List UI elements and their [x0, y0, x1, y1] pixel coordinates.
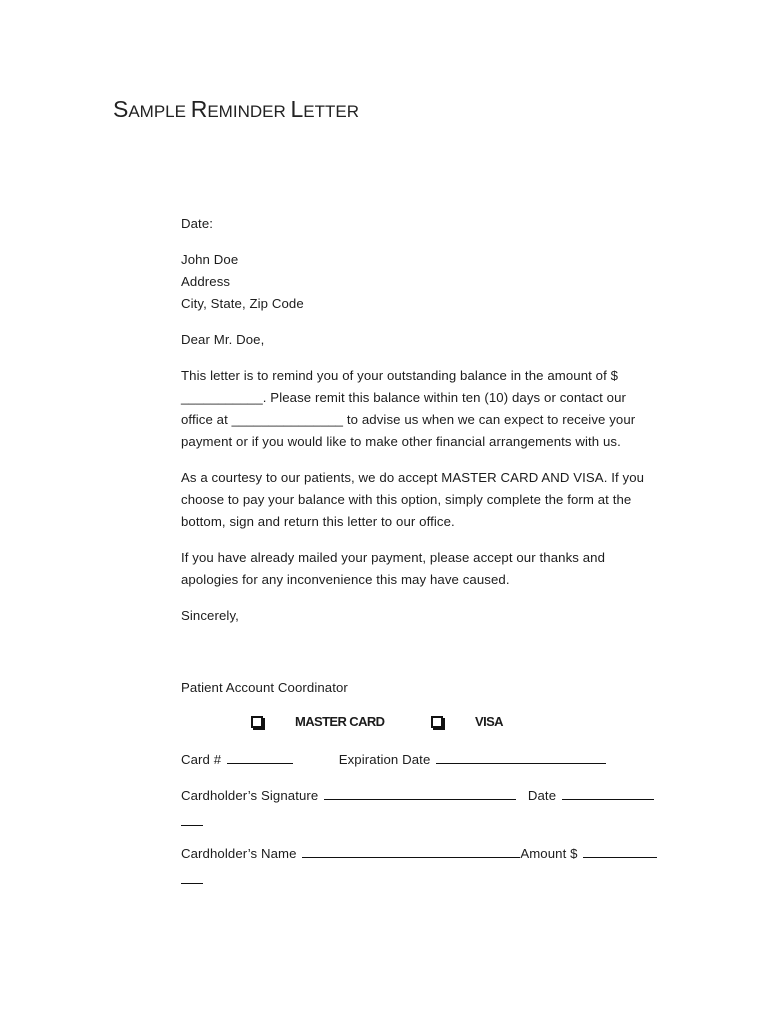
salutation: Dear Mr. Doe, [181, 332, 265, 347]
expiration-field[interactable] [436, 750, 606, 764]
date-field-label: Date [527, 788, 557, 803]
paragraph-2-line: bottom, sign and return this letter to our office. [181, 514, 455, 529]
mastercard-option[interactable] [251, 714, 384, 729]
paragraph-1-line: ___________. Please remit this balance within ten (10) days or contact our [181, 390, 627, 405]
signature-label: Cardholder’s Signature [181, 788, 319, 803]
page-title [113, 96, 359, 123]
paragraph-2-line: As a courtesy to our patients, we do accept MASTER CARD AND VISA. If you [181, 470, 645, 485]
amount-field[interactable] [583, 844, 657, 858]
paragraph-3-line: If you have already mailed your payment, please accept our thanks and [181, 550, 606, 565]
title-word: ETTER [303, 102, 360, 121]
checkbox-icon[interactable] [431, 716, 443, 728]
recipient-city: City, State, Zip Code [181, 296, 304, 311]
card-number-field[interactable] [227, 750, 293, 764]
signature-field[interactable] [324, 786, 516, 800]
signature-row [181, 786, 661, 803]
amount-field-continuation[interactable] [181, 870, 203, 884]
mastercard-label: MASTER CARD [295, 714, 385, 729]
title-initial: R [190, 96, 208, 122]
visa-label: VISA [475, 714, 503, 729]
expiration-label: Expiration Date [338, 752, 431, 767]
card-number-label: Card # [181, 752, 222, 767]
letter-body [181, 213, 661, 699]
paragraph-2-line: choose to pay your balance with this option, simply complete the form at the [181, 492, 632, 507]
amount-label: Amount $ [520, 846, 578, 861]
title-initial: S [113, 96, 129, 122]
signature-title: Patient Account Coordinator [181, 680, 348, 695]
cardholder-name-label: Cardholder’s Name [181, 846, 297, 861]
date-field[interactable] [562, 786, 654, 800]
paragraph-3-line: apologies for any inconvenience this may have caused. [181, 572, 510, 587]
date-field-continuation[interactable] [181, 812, 203, 826]
paragraph-1-line: office at _______________ to advise us when we can expect to receive your [181, 412, 636, 427]
closing: Sincerely, [181, 608, 239, 623]
title-word: AMPLE [128, 102, 186, 121]
recipient-name: John Doe [181, 252, 239, 267]
signature-row-continuation [181, 812, 661, 829]
recipient-address: Address [181, 274, 231, 289]
visa-option[interactable] [431, 714, 503, 729]
name-row [181, 844, 661, 861]
card-number-row [181, 750, 661, 767]
title-word: EMINDER [207, 102, 286, 121]
checkbox-icon[interactable] [251, 716, 263, 728]
payment-options [181, 714, 661, 736]
date-label: Date: [181, 216, 214, 231]
paragraph-1-line: payment or if you would like to make other financial arrangements with us. [181, 434, 621, 449]
cardholder-name-field[interactable] [302, 844, 520, 858]
name-row-continuation [181, 870, 661, 887]
title-initial: L [290, 96, 304, 122]
paragraph-1-line: This letter is to remind you of your outstanding balance in the amount of $ [181, 368, 619, 383]
